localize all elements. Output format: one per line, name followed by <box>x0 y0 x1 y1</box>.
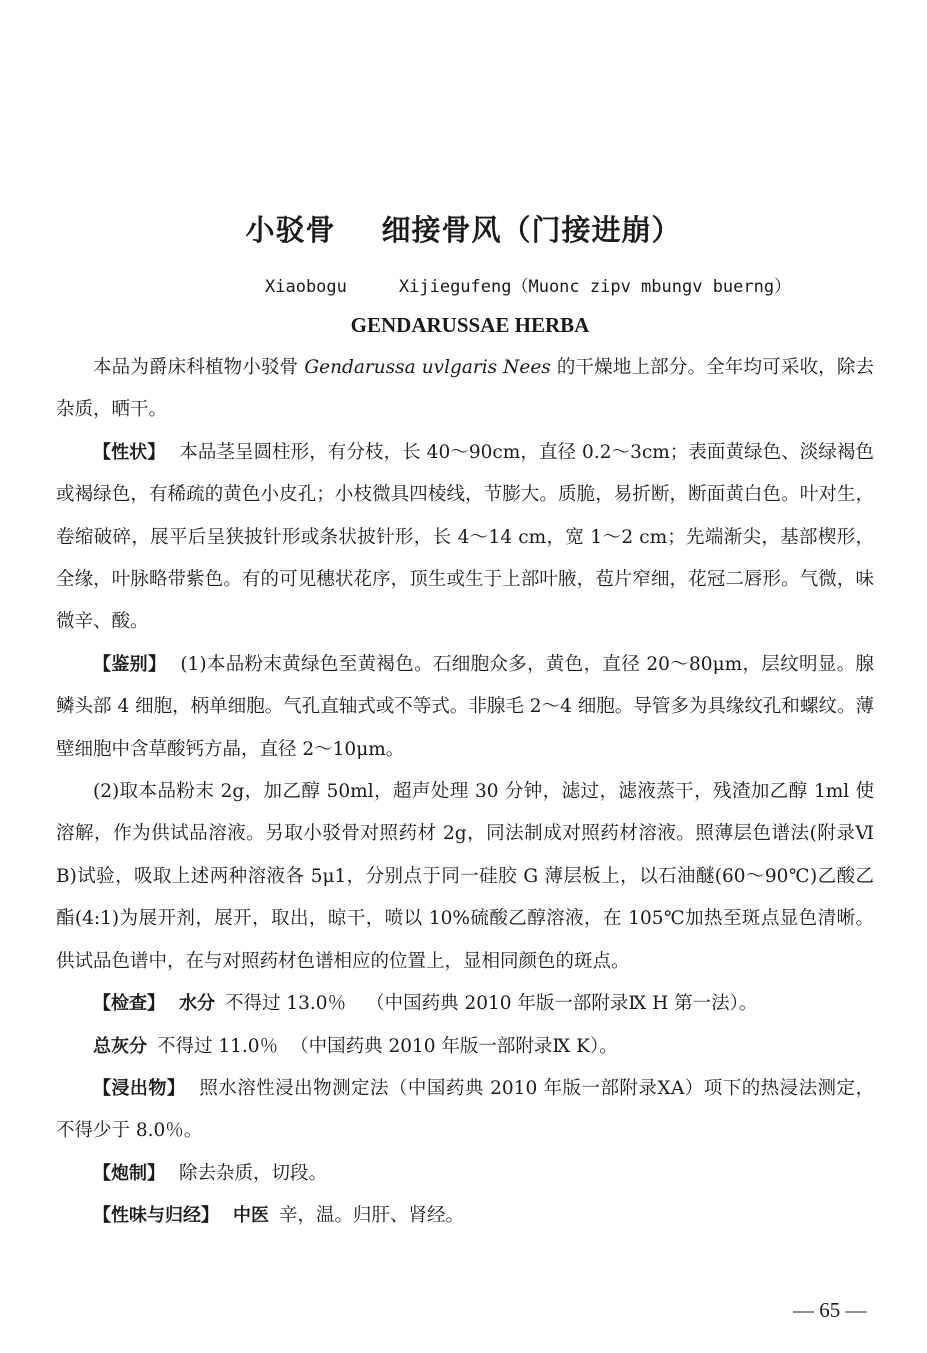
pinyin-subtitle <box>265 272 791 297</box>
moisture-label: 水分 <box>179 993 215 1015</box>
section-label-xingzhuang: 【性状】 <box>93 441 166 463</box>
intro-text-before: 本品为爵床科植物小驳骨 <box>93 357 305 378</box>
page-title <box>0 208 927 249</box>
section-label-jinchuwu: 【浸出物】 <box>93 1077 186 1099</box>
intro-text-after: 的干燥地上部分。全年均可采收，除去杂质，晒干。 <box>56 357 874 421</box>
section-text-paozhi: 除去杂质，切段。 <box>179 1162 328 1184</box>
title-chinese-name: 小驳骨 <box>245 213 336 247</box>
species-name: Gendarussa uvlgaris Nees <box>304 357 551 378</box>
pinyin-name: Xiaobogu <box>265 277 347 297</box>
latin-name: GENDARUSSAE HERBA <box>350 313 590 337</box>
section-jiancha-ash <box>56 1026 874 1068</box>
moisture-text: 不得过 13.0％ <box>225 993 347 1015</box>
section-paozhi <box>56 1153 874 1195</box>
intro-paragraph <box>56 347 874 432</box>
xingwei-sub-label: 中医 <box>233 1205 269 1227</box>
section-text-xingzhuang: 本品茎呈圆柱形，有分枝，长 40～90cm，直径 0.2～3cm；表面黄绿色、淡绿褐色或褐绿色，有稀疏的黄色小皮孔；小枝微具四棱线，节膨大。质脆，易折断，断面黄白色。叶对生，卷缩破碎，展平后呈狭披针形或条状披针形，长 4～14 cm，宽 1～2 cm；先端渐尖，基部楔形，全缘，叶脉略带紫色。有的可见穗状花序，顶生或生于上部叶腋，苞片窄细，花冠二唇形。气微，味微辛、酸。 <box>56 441 875 633</box>
section-text-jianbie-1: (1)本品粉末黄绿色至黄褐色。石细胞众多，黄色，直径 20～80μm，层纹明显。腺鳞头部 4 细胞，柄单细胞。气孔直轴式或不等式。非腺毛 2～4 细胞。导管多为具缘纹孔和螺纹。薄壁细胞中含草酸钙方晶，直径 2～10μm。 <box>56 653 874 760</box>
moisture-reference: （中国药典 2010 年版一部附录Ⅸ H 第一法）。 <box>366 993 758 1015</box>
ash-reference: （中国药典 2010 年版一部附录Ⅸ K）。 <box>290 1035 618 1057</box>
section-xingzhuang <box>56 432 874 644</box>
title-chinese-alt-name: 细接骨风（门接进崩） <box>381 213 682 247</box>
ash-label: 总灰分 <box>93 1035 147 1057</box>
section-jiancha-moisture <box>56 983 874 1025</box>
section-text-jianbie-2: (2)取本品粉末 2g，加乙醇 50ml，超声处理 30 分钟，滤过，滤液蒸干，残渣加乙醇 1ml 使溶解，作为供试品溶液。另取小驳骨对照药材 2g，同法制成对照药材溶液。照薄层色谱法(附录Ⅵ B)试验，吸取上述两种溶液各 5μ1，分别点于同一硅胶 G 薄层板上，以石油醚(60～90℃)乙酸乙酯(4:1)为展开剂，展开，取出，晾干，喷以 10%硫酸乙醇溶液，在 105℃加热至斑点显色清晰。供试品色谱中，在与对照药材色谱相应的位置上，显相同颜色的斑点。 <box>56 781 874 972</box>
monograph-body <box>56 347 874 1238</box>
section-jinchuwu <box>56 1068 874 1153</box>
section-label-paozhi: 【炮制】 <box>93 1162 165 1184</box>
section-jianbie-2 <box>56 771 874 983</box>
section-text-xingwei: 辛，温。归肝、肾经。 <box>279 1205 465 1227</box>
section-label-xingwei: 【性味与归经】 <box>93 1205 219 1227</box>
section-label-jianbie: 【鉴别】 <box>93 653 167 675</box>
section-xingwei <box>56 1195 874 1237</box>
section-jianbie-1 <box>56 644 874 771</box>
section-label-jiancha: 【检查】 <box>93 993 165 1015</box>
section-text-jinchuwu: 照水溶性浸出物测定法（中国药典 2010 年版一部附录ⅩA）项下的热浸法测定，不得少于 8.0％。 <box>56 1077 874 1142</box>
pinyin-alt-name: Xijiegufeng（Muonc zipv mbungv buerng） <box>398 277 792 297</box>
ash-text: 不得过 11.0％ <box>157 1035 279 1057</box>
page-number: — 65 — <box>793 1298 867 1322</box>
